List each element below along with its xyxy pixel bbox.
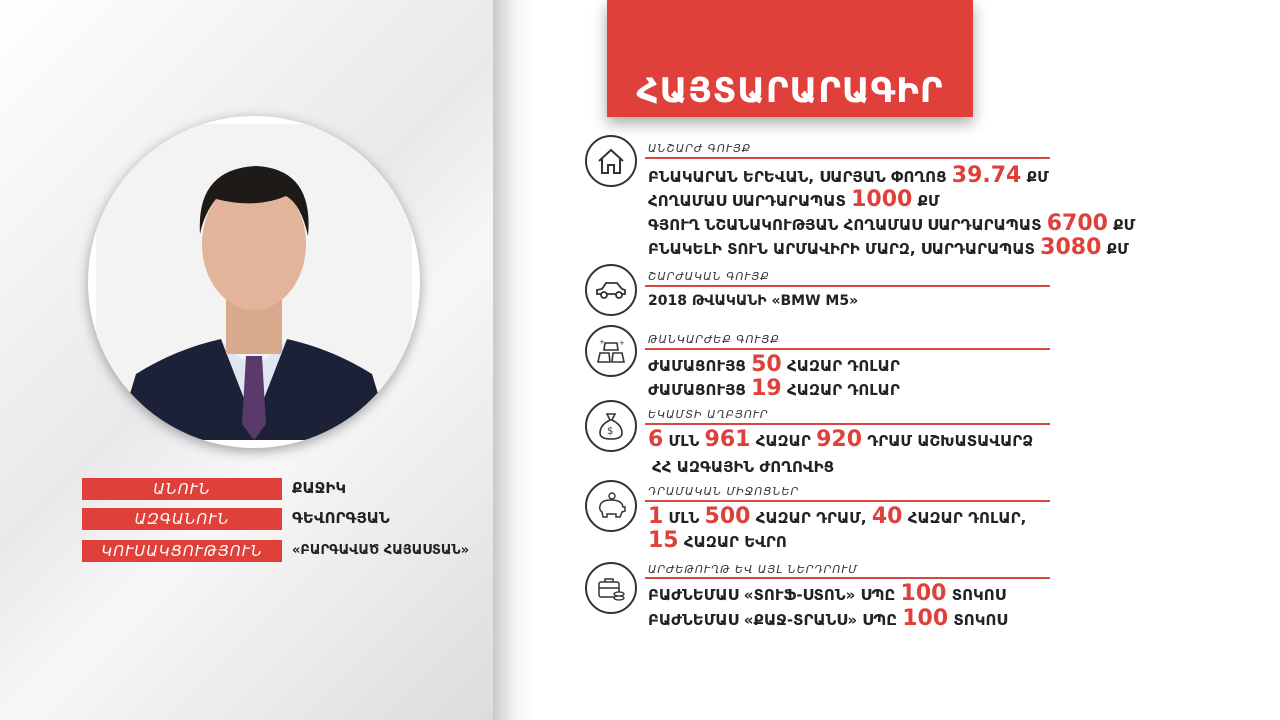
movable-item: 2018 ԹՎԱԿԱՆԻ «BMW M5» — [648, 293, 859, 309]
house-icon — [585, 135, 637, 187]
cash-item: 1 ՄԼՆ 500 ՀԱԶԱՐ ԴՐԱՄ, 40 ՀԱԶԱՐ ԴՈԼԱՐ, — [648, 504, 1027, 529]
divider — [645, 423, 1050, 425]
portrait-photo — [88, 116, 420, 448]
svg-text:$: $ — [607, 426, 614, 437]
valuables-item: ԺԱՄԱՑՈՒՅՑ 50 ՀԱԶԱՐ ԴՈԼԱՐ — [648, 352, 900, 377]
real-estate-item: ԳՅՈՒՂ ՆՇԱՆԱԿՈՒԹՅԱՆ ՀՈՂԱՄԱՍ ՍԱՐԴԱՐԱՊԱՏ 6700 ՔՄ — [648, 211, 1136, 236]
valuables-item: ԺԱՄԱՑՈՒՅՑ 19 ՀԱԶԱՐ ԴՈԼԱՐ — [648, 376, 900, 401]
divider — [645, 285, 1050, 287]
income-label: ԵԿԱՄՏԻ ԱՂԲՅՈՒՐ — [648, 408, 769, 421]
party-label: ԿՈՒՍԱԿՑՈՒԹՅՈՒՆ — [82, 540, 282, 562]
cash-label: ԴՐԱՄԱԿԱՆ ՄԻՋՈՑՆԵՐ — [648, 485, 800, 498]
briefcase-coins-icon — [585, 562, 637, 614]
gold-bars-icon — [585, 325, 637, 377]
car-icon — [585, 264, 637, 316]
securities-item: ԲԱԺՆԵՄԱՍ «ՏՈՒՖ-ՍՏՈՆ» ՍՊԸ 100 ՏՈԿՈՍ — [648, 581, 1006, 606]
income-source: ՀՀ ԱԶԳԱՅԻՆ ԺՈՂՈՎԻՑ — [652, 458, 835, 476]
securities-label: ԱՐԺԵԹՈՒՂԹ ԵՎ ԱՅԼ ՆԵՐԴՐՈՒՄ — [648, 563, 858, 576]
divider — [645, 577, 1050, 579]
valuables-label: ԹԱՆԿԱՐԺԵՔ ԳՈՒՅՔ — [648, 333, 780, 346]
divider — [645, 157, 1050, 159]
real-estate-item: ԲՆԱԿԵԼԻ ՏՈՒՆ ԱՐՄԱՎԻՐԻ ՄԱՐԶ, ՍԱՐԴԱՐԱՊԱՏ 3080 ՔՄ — [648, 235, 1129, 260]
movable-label: ՇԱՐԺԱԿԱՆ ԳՈՒՅՔ — [648, 270, 770, 283]
svg-text:+: + — [599, 338, 605, 346]
securities-item: ԲԱԺՆԵՄԱՍ «ՔԱՋ-ՏՐԱՆՍ» ՍՊԸ 100 ՏՈԿՈՍ — [648, 606, 1008, 631]
cash-item: 15 ՀԱԶԱՐ ԵՎՐՈ — [648, 528, 787, 553]
svg-text:+: + — [619, 339, 625, 347]
piggy-bank-icon — [585, 480, 637, 532]
surname-value: ԳԵՎՈՐԳՅԱՆ — [292, 509, 390, 527]
divider — [645, 500, 1050, 502]
real-estate-label: ԱՆՇԱՐԺ ԳՈՒՅՔ — [648, 142, 752, 155]
real-estate-item: ԲՆԱԿԱՐԱՆ ԵՐԵՎԱՆ, ՍԱՐՅԱՆ ՓՈՂՈՑ 39.74 ՔՄ — [648, 163, 1049, 188]
income-item: 6 ՄԼՆ 961 ՀԱԶԱՐ 920 ԴՐԱՄ ԱՇԽԱՏԱՎԱՐՁ — [648, 427, 1034, 452]
name-label: ԱՆՈՒՆ — [82, 478, 282, 500]
page-title: ՀԱՅՏԱՐԱՐԱԳԻՐ — [607, 0, 973, 117]
real-estate-item: ՀՈՂԱՄԱՍ ՍԱՐԴԱՐԱՊԱՏ 1000 ՔՄ — [648, 187, 940, 212]
party-value: «ԲԱՐԳԱՎԱԾ ՀԱՅԱՍՏԱՆ» — [292, 543, 470, 558]
divider — [645, 348, 1050, 350]
surname-label: ԱԶԳԱՆՈՒՆ — [82, 508, 282, 530]
name-value: ՔԱՋԻԿ — [292, 479, 347, 497]
money-bag-icon — [585, 400, 637, 452]
